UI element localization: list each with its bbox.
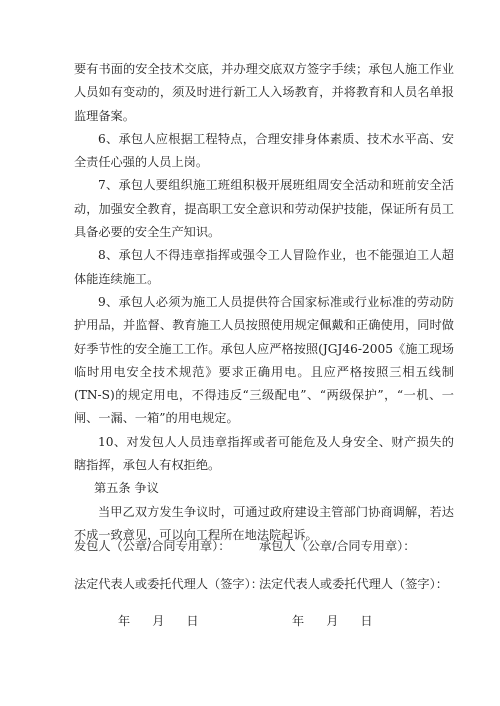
article-heading: 第五条 争议	[94, 481, 159, 496]
signature-row-date	[74, 611, 454, 631]
signature-row-representative	[74, 574, 454, 594]
signature-block	[74, 536, 454, 631]
contractor-seal-label: 承包人（公章/合同专用章）：	[259, 539, 416, 553]
employer-representative-label: 法定代表人或委托代理人（签字）：	[74, 577, 263, 591]
paragraph-item-8: 8、承包人不得违章指挥或强令工人冒险作业，也不能强迫工人超体能连续施工。	[74, 248, 454, 286]
contractor-date	[292, 611, 373, 631]
employer-date	[118, 611, 199, 631]
paragraph-item-6: 6、承包人应根据工程特点，合理安排身体素质、技术水平高、安全责任心强的人员上岗。	[74, 131, 454, 170]
contractor-date-day: 日	[360, 614, 373, 628]
contractor-date-month: 月	[326, 614, 339, 628]
paragraph-continuation: 要有书面的安全技术交底，并办理交底双方签字手续；承包人施工作业人员如有变动的，须及时进行新工人入场教育，并将教育和人员名单报监理备案。	[74, 62, 454, 123]
article-body: 当甲乙双方发生争议时，可通过政府建设主管部门协商调解，若达不成一致意见，可以向工程所在地法院起诉。	[74, 504, 454, 542]
signature-row-seal	[74, 536, 454, 556]
employer-seal-label: 发包人（公章/合同专用章）：	[74, 539, 231, 553]
employer-date-year: 年	[118, 614, 131, 628]
paragraph-item-7: 7、承包人要组织施工班组积极开展班组周安全活动和班前安全活动，加强安全教育，提高职工安全意识和劳动保护技能，保证所有员工具备必要的安全生产知识。	[74, 178, 454, 240]
contractor-representative-label: 法定代表人或委托代理人（签字）：	[259, 577, 448, 591]
paragraph-item-9: 9、承包人必须为施工人员提供符合国家标准或行业标准的劳动防护用品，并监督、教育施工人员按照使用规定佩戴和正确使用，同时做好季节性的安全施工工作。承包人应严格按照(JGJ46-2005《施工现场临时用电安全技术规范》要求正确用电。且应严格按照三相五线制(TN-S)的规定用电，不得违反“三级配电”、“两级保护”，“一机、一闸、一漏、一箱”的用电规定。	[74, 294, 454, 426]
contractor-date-year: 年	[292, 614, 305, 628]
employer-date-month: 月	[152, 614, 165, 628]
employer-date-day: 日	[186, 614, 199, 628]
paragraph-item-10: 10、对发包人人员违章指挥或者可能危及人身安全、财产损失的瞎指挥，承包人有权拒绝。	[74, 434, 454, 473]
